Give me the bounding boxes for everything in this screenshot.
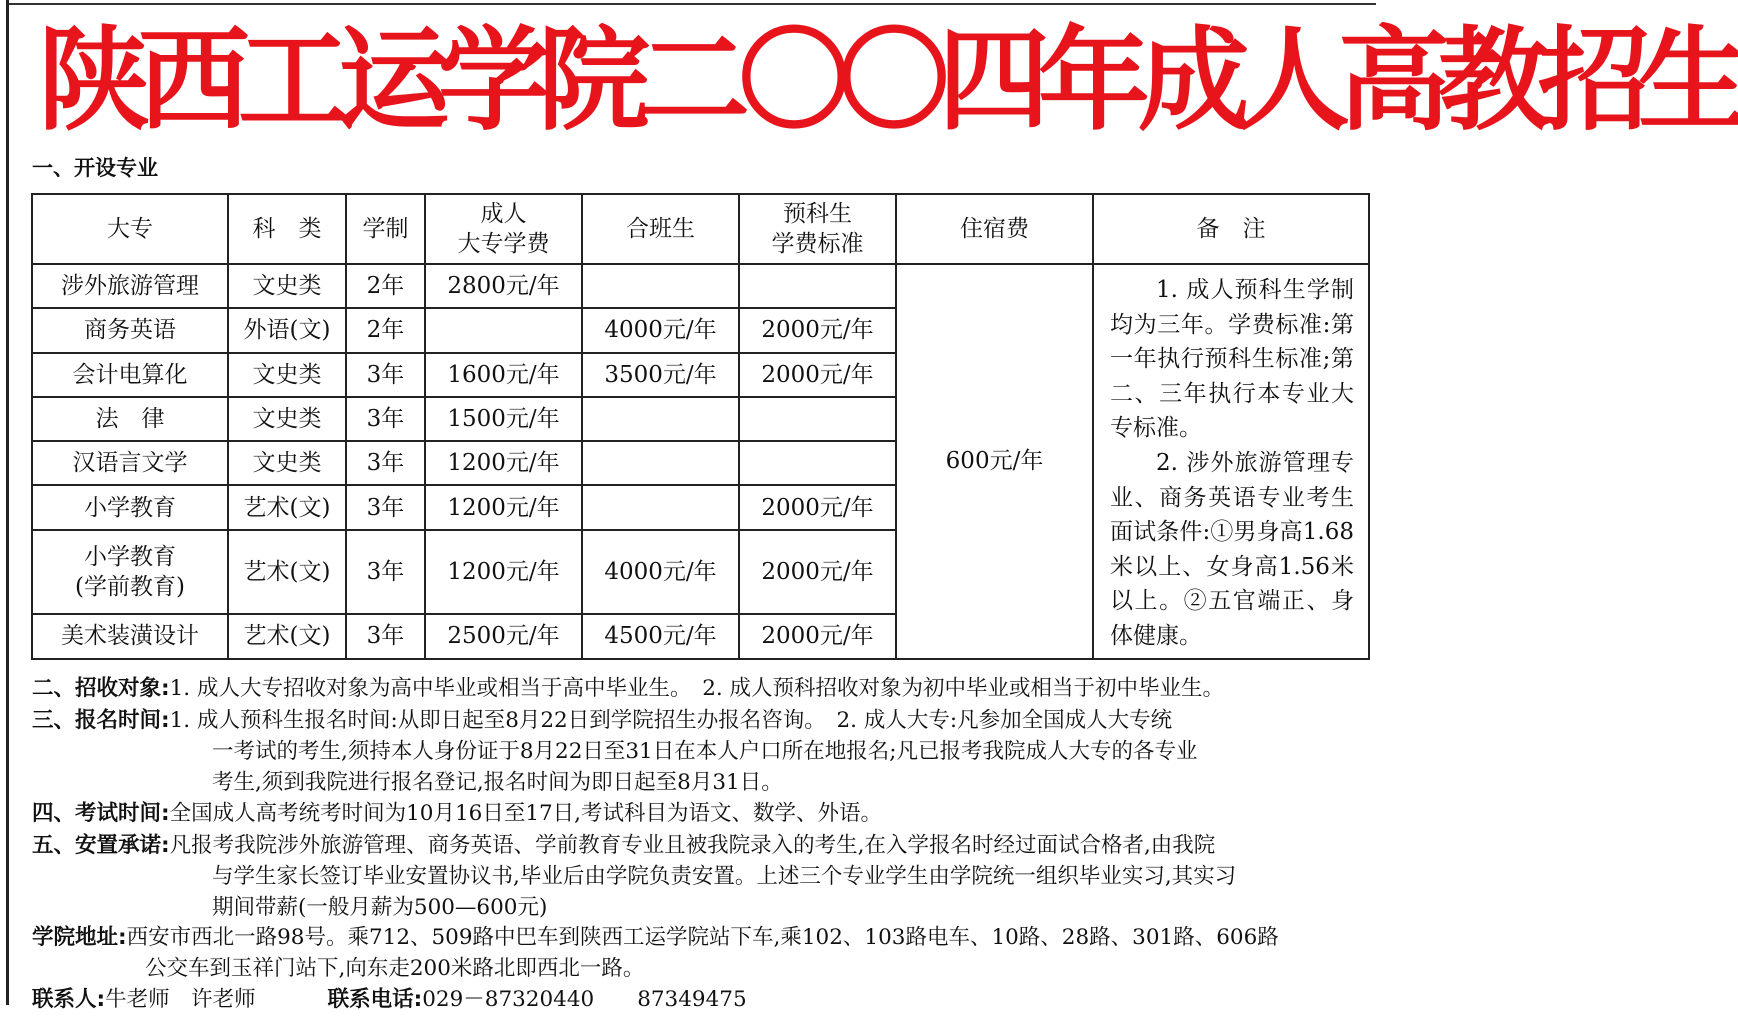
cell-category: 文史类 — [228, 353, 346, 397]
cell-major: 会计电算化 — [32, 353, 228, 397]
cell-prep: 2000元/年 — [739, 485, 896, 529]
header-major: 大专 — [32, 194, 228, 264]
section-label: 五、安置承诺: — [32, 833, 170, 858]
section-label: 三、报名时间: — [32, 708, 170, 733]
section-label: 二、招收对象: — [32, 676, 170, 701]
cell-major: 涉外旅游管理 — [32, 264, 228, 308]
cell-years: 3年 — [346, 614, 425, 658]
remark-2: 2. 涉外旅游管理专业、商务英语专业考生面试条件:①男身高1.68米以上、女身高1.56米以上。②五官端正、身体健康。 — [1110, 449, 1354, 649]
table-header-row — [32, 194, 1369, 264]
contact-names: 牛老师 许老师 — [105, 987, 256, 1012]
cell-combined — [582, 264, 739, 308]
cell-prep: 2000元/年 — [739, 308, 896, 352]
top-border — [6, 3, 1376, 5]
section-label: 学院地址: — [32, 925, 127, 950]
left-border — [6, 0, 9, 1005]
section-text: 1. 成人大专招收对象为高中毕业或相当于高中毕业生。 2. 成人预科招收对象为初中毕业或相当于初中毕业生。 — [169, 676, 1225, 701]
cell-combined — [582, 441, 739, 485]
cell-category: 艺术(文) — [228, 485, 346, 529]
section-text: 全国成人高考统考时间为10月16日至17日,考试科目为语文、数学、外语。 — [169, 801, 883, 826]
cell-major: 小学教育 (学前教育) — [32, 530, 228, 615]
section-text-line: 1. 成人预科生报名时间:从即日起至8月22日到学院招生办报名咨询。 2. 成人大专:凡参加全国成人大专统 — [169, 708, 1173, 733]
cell-combined — [582, 397, 739, 441]
section-text-line: 考生,须到我院进行报名登记,报名时间为即日起至8月31日。 — [212, 770, 783, 795]
cell-tuition: 1200元/年 — [425, 485, 582, 529]
header-years: 学制 — [346, 194, 425, 264]
section-heading-majors: 一、开设专业 — [32, 156, 158, 180]
cell-prep — [739, 397, 896, 441]
section-address — [32, 922, 1377, 984]
cell-years: 3年 — [346, 353, 425, 397]
contact-label: 联系人: — [32, 987, 106, 1012]
cell-major: 汉语言文学 — [32, 441, 228, 485]
cell-prep: 2000元/年 — [739, 530, 896, 615]
page-title: 陕西工运学院二〇〇四年成人高教招生 — [38, 16, 1738, 146]
section-text-line: 公交车到玉祥门站下,向东走200米路北即西北一路。 — [145, 956, 645, 981]
cell-tuition: 1600元/年 — [425, 353, 582, 397]
cell-category: 文史类 — [228, 397, 346, 441]
majors-table — [31, 193, 1370, 660]
phone-numbers: 029－87320440 87349475 — [422, 987, 747, 1012]
cell-major: 美术装潢设计 — [32, 614, 228, 658]
cell-category: 外语(文) — [228, 308, 346, 352]
cell-combined: 4500元/年 — [582, 614, 739, 658]
section-text-line: 西安市西北一路98号。乘712、509路中巴车到陕西工运学院站下车,乘102、103路电车、10路、28路、301路、606路 — [126, 925, 1279, 950]
section-placement-promise — [32, 830, 1377, 923]
cell-prep: 2000元/年 — [739, 614, 896, 658]
cell-tuition: 1200元/年 — [425, 530, 582, 615]
cell-tuition — [425, 308, 582, 352]
section-registration-time — [32, 705, 1377, 798]
section-label: 四、考试时间: — [32, 801, 170, 826]
cell-major: 法 律 — [32, 397, 228, 441]
cell-tuition: 1200元/年 — [425, 441, 582, 485]
cell-years: 3年 — [346, 397, 425, 441]
cell-combined: 4000元/年 — [582, 530, 739, 615]
cell-years: 2年 — [346, 264, 425, 308]
section-text-line: 凡报考我院涉外旅游管理、商务英语、学前教育专业且被我院录入的考生,在入学报名时经过面试合格者,由我院 — [169, 833, 1216, 858]
section-contact — [32, 984, 1377, 1015]
header-combined: 合班生 — [582, 194, 739, 264]
section-text-line: 期间带薪(一般月薪为500—600元) — [212, 895, 548, 920]
section-text-line: 与学生家长签订毕业安置协议书,毕业后由学院负责安置。上述三个专业学生由学院统一组织毕业实习,其实习 — [212, 864, 1237, 889]
cell-category: 艺术(文) — [228, 530, 346, 615]
cell-years: 2年 — [346, 308, 425, 352]
cell-prep: 2000元/年 — [739, 353, 896, 397]
cell-combined: 4000元/年 — [582, 308, 739, 352]
header-tuition: 成人 大专学费 — [425, 194, 582, 264]
cell-years: 3年 — [346, 441, 425, 485]
cell-dorm-fee: 600元/年 — [896, 264, 1093, 659]
cell-major: 小学教育 — [32, 485, 228, 529]
header-category: 科 类 — [228, 194, 346, 264]
table-row — [32, 264, 1369, 308]
cell-combined: 3500元/年 — [582, 353, 739, 397]
cell-tuition: 1500元/年 — [425, 397, 582, 441]
cell-tuition: 2800元/年 — [425, 264, 582, 308]
cell-category: 文史类 — [228, 441, 346, 485]
cell-prep — [739, 441, 896, 485]
cell-category: 艺术(文) — [228, 614, 346, 658]
cell-years: 3年 — [346, 530, 425, 615]
cell-prep — [739, 264, 896, 308]
cell-major: 商务英语 — [32, 308, 228, 352]
cell-years: 3年 — [346, 485, 425, 529]
header-remarks: 备 注 — [1093, 194, 1369, 264]
section-enrollment-targets — [32, 673, 1377, 704]
header-prep: 预科生 学费标准 — [739, 194, 896, 264]
cell-category: 文史类 — [228, 264, 346, 308]
remark-1: 1. 成人预科生学制均为三年。学费标准:第一年执行预科生标准;第二、三年执行本专业大专标准。 — [1110, 277, 1354, 442]
header-dorm: 住宿费 — [896, 194, 1093, 264]
section-text-line: 一考试的考生,须持本人身份证于8月22日至31日在本人户口所在地报名;凡已报考我院成人大专的各专业 — [212, 739, 1198, 764]
cell-combined — [582, 485, 739, 529]
cell-remarks — [1093, 264, 1369, 659]
phone-label: 联系电话: — [327, 987, 423, 1012]
section-exam-time — [32, 798, 1377, 829]
cell-tuition: 2500元/年 — [425, 614, 582, 658]
